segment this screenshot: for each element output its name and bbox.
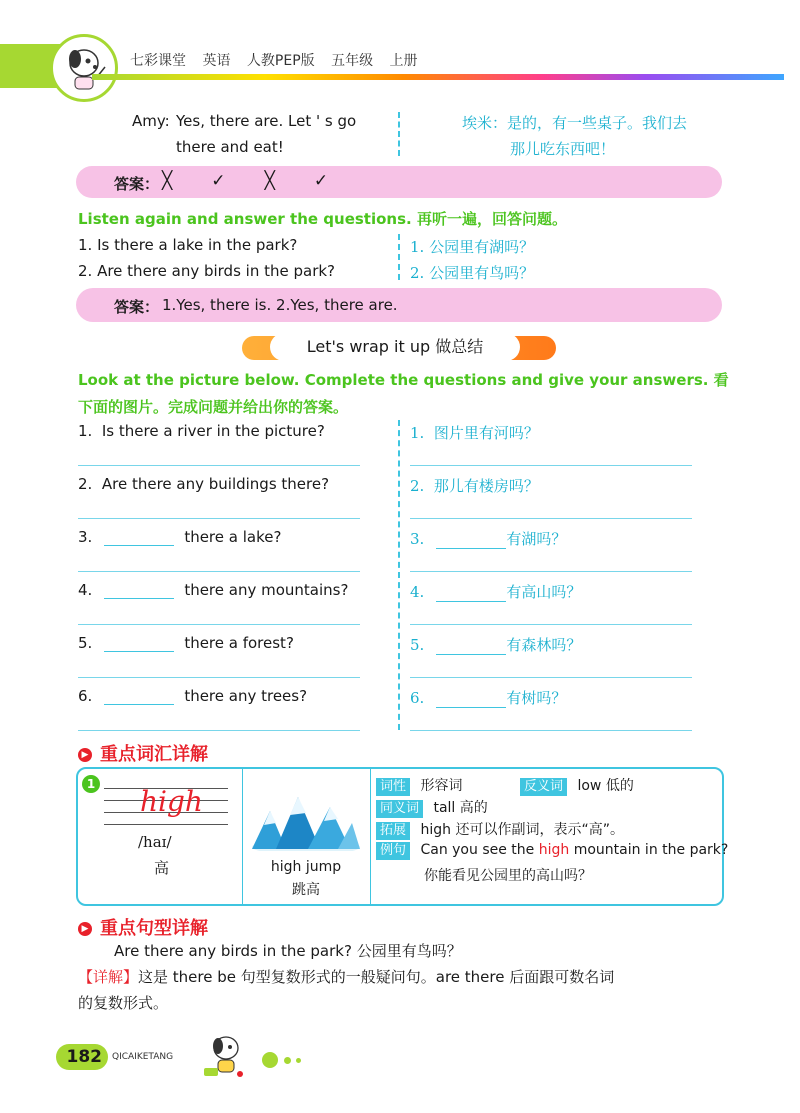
word-cell bbox=[78, 769, 243, 904]
mark-3: ╳ bbox=[264, 171, 277, 191]
synonym-tag: 同义词 bbox=[376, 800, 423, 818]
pos-text: 形容词 bbox=[420, 778, 463, 794]
mascot-logo bbox=[50, 34, 118, 102]
number-badge: 1 bbox=[82, 775, 100, 793]
answer-blank-cn[interactable] bbox=[436, 587, 506, 602]
dialogue-en-line1: Yes, there are. Let ' s go bbox=[176, 112, 357, 130]
q-number-cn: 6. bbox=[410, 689, 425, 707]
dialogue-cn-line1: 埃米：是的，有一些桌子。我们去 bbox=[462, 114, 688, 132]
q-text: Is there a river in the picture? bbox=[101, 422, 325, 440]
q-text: there any trees? bbox=[184, 687, 308, 705]
antonym-tag: 反义词 bbox=[520, 778, 567, 796]
answer-line[interactable] bbox=[78, 624, 360, 625]
vocab-heading bbox=[78, 740, 208, 766]
detail-text-1: 这是 there be 句型复数形式的一般疑问句。are there 后面跟可数名词 bbox=[138, 968, 615, 986]
key-sentence: Are there any birds in the park? 公园里有鸟吗？ bbox=[114, 942, 462, 960]
wrap-q-en bbox=[78, 634, 294, 652]
answer-blank-cn[interactable] bbox=[436, 693, 506, 708]
q-text: there a lake? bbox=[184, 528, 282, 546]
image-caption-cn: 跳高 bbox=[292, 882, 320, 898]
wrap-instruction-2: 下面的图片。完成问题并给出你的答案。 bbox=[78, 398, 349, 416]
answer-line-cn[interactable] bbox=[410, 730, 692, 731]
sentence-heading-text: 重点句型详解 bbox=[100, 918, 208, 939]
answer-text: 1.Yes, there is. 2.Yes, there are. bbox=[162, 296, 398, 314]
q-text: there any mountains? bbox=[184, 581, 349, 599]
q-text-cn: 有树吗？ bbox=[506, 689, 567, 707]
example-tag: 例句 bbox=[376, 842, 410, 860]
wrap-q-en bbox=[78, 475, 329, 493]
example-row bbox=[376, 842, 728, 860]
q-text-cn: 有森林吗？ bbox=[506, 636, 582, 654]
answer-line-cn[interactable] bbox=[410, 518, 692, 519]
listen-q1-cn: 1. 公园里有湖吗？ bbox=[410, 238, 535, 256]
series-name: 七彩课堂 bbox=[130, 53, 186, 69]
play-icon: ▶ bbox=[78, 748, 92, 762]
rainbow-divider bbox=[92, 74, 784, 80]
wrap-instruction-1: Look at the picture below. Complete the questions and give your answers. 看 bbox=[78, 371, 729, 389]
answer-blank-cn[interactable] bbox=[436, 640, 506, 655]
wrap-q-cn bbox=[410, 581, 581, 602]
q-text-cn: 图片里有河吗？ bbox=[433, 424, 539, 442]
q-text-cn: 有湖吗？ bbox=[506, 530, 567, 548]
example-cn: 你能看见公园里的高山吗？ bbox=[424, 868, 592, 884]
mark-2: ✓ bbox=[211, 171, 228, 191]
dashed-divider bbox=[398, 234, 400, 280]
decor-dot-medium bbox=[284, 1057, 291, 1064]
q-number: 4. bbox=[78, 581, 93, 599]
answer-blank[interactable] bbox=[104, 584, 174, 599]
q-text-cn: 有高山吗？ bbox=[506, 583, 582, 601]
synonym-row bbox=[376, 797, 488, 818]
synonym-text: tall 高的 bbox=[433, 800, 488, 816]
decor-dot-small bbox=[296, 1058, 301, 1063]
section-title: Let's wrap it up 做总结 bbox=[270, 333, 520, 361]
wrap-q-en bbox=[78, 687, 307, 705]
answer-line[interactable] bbox=[78, 465, 360, 466]
detail-tag: 【详解】 bbox=[78, 968, 139, 986]
detail-line-2: 的复数形式。 bbox=[78, 994, 169, 1012]
word-meaning: 高 bbox=[154, 859, 170, 877]
extend-text: high 还可以作副词，表示“高”。 bbox=[420, 822, 624, 838]
answer-line-cn[interactable] bbox=[410, 624, 692, 625]
q-number-cn: 4. bbox=[410, 583, 425, 601]
mark-4: ✓ bbox=[313, 171, 331, 191]
volume: 上册 bbox=[389, 53, 418, 69]
dialogue-en-line2: there and eat! bbox=[176, 138, 284, 156]
example-pre: Can you see the bbox=[420, 842, 539, 858]
decor-dot-large bbox=[262, 1052, 278, 1068]
grade: 五年级 bbox=[331, 53, 374, 69]
q-text: there a forest? bbox=[184, 634, 294, 652]
dashed-divider bbox=[398, 112, 400, 156]
wrap-q-cn bbox=[410, 528, 566, 549]
extend-row bbox=[376, 819, 624, 840]
listen-q2-cn: 2. 公园里有鸟吗？ bbox=[410, 264, 535, 282]
answer-line-cn[interactable] bbox=[410, 571, 692, 572]
sentence-heading bbox=[78, 914, 208, 940]
wrap-q-en bbox=[78, 422, 325, 440]
antonym-text: low 低的 bbox=[577, 778, 634, 794]
answer-blank-cn[interactable] bbox=[436, 534, 506, 549]
vocab-heading-text: 重点词汇详解 bbox=[100, 744, 208, 765]
image-caption-en: high jump bbox=[270, 859, 342, 875]
answer-line-cn[interactable] bbox=[410, 677, 692, 678]
answer-blank[interactable] bbox=[104, 637, 174, 652]
word-script: high bbox=[140, 785, 203, 818]
mountains-illustration bbox=[252, 789, 360, 851]
dialogue-cn-line2: 那儿吃东西吧！ bbox=[510, 140, 616, 158]
answer-bar-1 bbox=[76, 166, 722, 198]
subject: 英语 bbox=[202, 53, 231, 69]
wrap-q-cn bbox=[410, 687, 566, 708]
extend-tag: 拓展 bbox=[376, 822, 410, 840]
q-number: 5. bbox=[78, 634, 93, 652]
q-number: 2. bbox=[78, 475, 93, 493]
answer-bar-2 bbox=[76, 288, 722, 322]
wrap-q-cn bbox=[410, 475, 539, 496]
page-number: 182 bbox=[56, 1044, 108, 1070]
answer-label: 答案： bbox=[114, 175, 160, 193]
play-icon: ▶ bbox=[78, 922, 92, 936]
q-number-cn: 1. bbox=[410, 424, 425, 442]
listen-instruction: Listen again and answer the questions. 再听一遍，回答问题。 bbox=[78, 210, 567, 228]
detail-line-1 bbox=[78, 966, 614, 987]
answer-label: 答案： bbox=[114, 298, 160, 316]
image-cell bbox=[242, 769, 371, 904]
q-number: 1. bbox=[78, 422, 93, 440]
answer-line[interactable] bbox=[78, 571, 360, 572]
q-number-cn: 3. bbox=[410, 530, 425, 548]
wrap-q-en bbox=[78, 581, 348, 599]
edition: 人教PEP版 bbox=[246, 53, 315, 69]
dashed-divider bbox=[398, 420, 400, 730]
q-text-cn: 那儿有楼房吗？ bbox=[433, 477, 539, 495]
vocab-card bbox=[76, 767, 729, 906]
antonym-row bbox=[520, 775, 634, 796]
answer-line[interactable] bbox=[78, 518, 360, 519]
pos-tag: 词性 bbox=[376, 778, 410, 796]
wrap-q-cn bbox=[410, 422, 539, 443]
footer-brand: QICAIKETANG bbox=[112, 1052, 174, 1062]
q-text: Are there any buildings there? bbox=[101, 475, 330, 493]
mascot-footer-icon bbox=[196, 1030, 252, 1082]
listen-q2-en: 2. Are there any birds in the park? bbox=[78, 262, 336, 280]
answer-blank[interactable] bbox=[104, 690, 174, 705]
example-highlight: high bbox=[538, 842, 570, 858]
wrap-q-cn bbox=[410, 634, 581, 655]
mark-1: ╳ bbox=[162, 171, 175, 191]
q-number: 6. bbox=[78, 687, 93, 705]
answer-line[interactable] bbox=[78, 677, 360, 678]
wrap-q-en bbox=[78, 528, 281, 546]
q-number: 3. bbox=[78, 528, 93, 546]
answer-marks bbox=[162, 171, 330, 191]
answer-line-cn[interactable] bbox=[410, 465, 692, 466]
q-number-cn: 2. bbox=[410, 477, 425, 495]
answer-blank[interactable] bbox=[104, 531, 174, 546]
speaker-label: Amy: bbox=[132, 112, 170, 130]
listen-q1-en: 1. Is there a lake in the park? bbox=[78, 236, 298, 254]
q-number-cn: 5. bbox=[410, 636, 425, 654]
pos-row bbox=[376, 775, 462, 796]
phonetic: /haɪ/ bbox=[138, 833, 172, 851]
answer-line[interactable] bbox=[78, 730, 360, 731]
header-title bbox=[130, 50, 430, 70]
example-post: mountain in the park? bbox=[569, 842, 729, 858]
